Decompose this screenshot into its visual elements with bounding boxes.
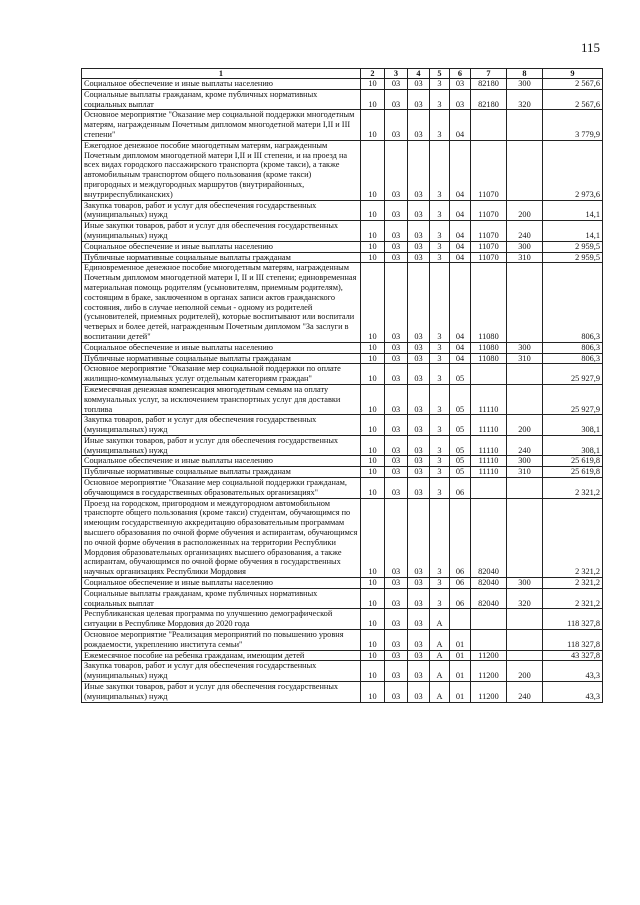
- code-subprogram-cell: 3: [430, 353, 450, 364]
- column-header: 9: [543, 69, 603, 79]
- code-direction-cell: [471, 630, 507, 651]
- row-name-cell: Единовременное денежное пособие многодетным матерям, награжденным Почетным дипломом многодетной матери I, II и III степени; единовременная материальная помощь родителям (усыновителям, приемным родителям), состоящим в браке, заключенном в органах записи актов гражданского состояния, либо в случае неполной семьи - одному из родителей (усыновителей, приемных родителей), которые воспитывают или воспитали четверых и более детей, награжденным Почетным дипломом "За заслуги в воспитании детей": [82, 263, 361, 342]
- row-name-cell: Закупка товаров, работ и услуг для обеспечения государственных (муниципальных) нужд: [82, 200, 361, 221]
- code-expense-type-cell: [507, 384, 543, 414]
- code-program-cell: 03: [408, 140, 430, 200]
- code-section-cell: 10: [361, 609, 385, 630]
- code-subprogram-cell: 3: [430, 200, 450, 221]
- amount-cell: 806,3: [543, 342, 603, 353]
- code-section-cell: 10: [361, 110, 385, 140]
- code-expense-type-cell: [507, 263, 543, 342]
- code-subsection-cell: 03: [385, 435, 408, 456]
- amount-cell: 118 327,8: [543, 630, 603, 651]
- code-program-cell: 03: [408, 241, 430, 252]
- table-row: [82, 435, 603, 456]
- table-row: [82, 467, 603, 478]
- code-section-cell: 10: [361, 588, 385, 609]
- amount-cell: 43,3: [543, 661, 603, 682]
- code-expense-type-cell: 310: [507, 467, 543, 478]
- code-event-cell: 04: [450, 140, 471, 200]
- table-row: [82, 140, 603, 200]
- code-subsection-cell: 03: [385, 456, 408, 467]
- code-subprogram-cell: 3: [430, 467, 450, 478]
- table-row: [82, 200, 603, 221]
- row-name-cell: Закупка товаров, работ и услуг для обеспечения государственных (муниципальных) нужд: [82, 415, 361, 436]
- code-direction-cell: 11080: [471, 353, 507, 364]
- code-section-cell: 10: [361, 630, 385, 651]
- code-subsection-cell: 03: [385, 200, 408, 221]
- code-program-cell: 03: [408, 415, 430, 436]
- code-expense-type-cell: [507, 630, 543, 651]
- code-event-cell: [450, 609, 471, 630]
- column-header: 8: [507, 69, 543, 79]
- code-subsection-cell: 03: [385, 79, 408, 90]
- row-name-cell: Социальное обеспечение и иные выплаты населению: [82, 342, 361, 353]
- table-body: [82, 79, 603, 703]
- code-event-cell: 04: [450, 200, 471, 221]
- code-section-cell: 10: [361, 200, 385, 221]
- code-subprogram-cell: 3: [430, 221, 450, 242]
- code-expense-type-cell: 200: [507, 200, 543, 221]
- code-subsection-cell: 03: [385, 89, 408, 110]
- code-subsection-cell: 03: [385, 578, 408, 589]
- amount-cell: 806,3: [543, 353, 603, 364]
- code-section-cell: 10: [361, 221, 385, 242]
- code-direction-cell: 11070: [471, 200, 507, 221]
- amount-cell: 2 973,6: [543, 140, 603, 200]
- code-expense-type-cell: [507, 609, 543, 630]
- row-name-cell: Проезд на городском, пригородном и междугородном автомобильном транспорте общего пользования (кроме такси) студентам, обучающимся по имеющим государственную аккредитацию образовательным программам высшего образования по очной форме обучения и аспирантам, обучающимся по очной форме обучения в расположенных на территории Республики Мордовия образовательных организациях высшего образования, а также аспирантам, обучающимся по очной форме обучения в государственных научных организациях Республики Мордовия: [82, 498, 361, 577]
- code-section-cell: 10: [361, 263, 385, 342]
- code-subprogram-cell: 3: [430, 252, 450, 263]
- code-section-cell: 10: [361, 435, 385, 456]
- code-event-cell: 01: [450, 630, 471, 651]
- row-name-cell: Иные закупки товаров, работ и услуг для обеспечения государственных (муниципальных) нужд: [82, 435, 361, 456]
- budget-table: [81, 68, 603, 703]
- code-expense-type-cell: 300: [507, 456, 543, 467]
- code-direction-cell: 82040: [471, 498, 507, 577]
- code-subsection-cell: 03: [385, 498, 408, 577]
- code-program-cell: 03: [408, 200, 430, 221]
- code-direction-cell: 11080: [471, 342, 507, 353]
- code-expense-type-cell: 320: [507, 588, 543, 609]
- table-row: [82, 384, 603, 414]
- code-expense-type-cell: [507, 498, 543, 577]
- code-program-cell: 03: [408, 384, 430, 414]
- code-subsection-cell: 03: [385, 661, 408, 682]
- amount-cell: 308,1: [543, 415, 603, 436]
- code-program-cell: 03: [408, 609, 430, 630]
- code-program-cell: 03: [408, 661, 430, 682]
- row-name-cell: Публичные нормативные социальные выплаты гражданам: [82, 467, 361, 478]
- code-program-cell: 03: [408, 364, 430, 385]
- code-subprogram-cell: 3: [430, 435, 450, 456]
- amount-cell: 43 327,8: [543, 650, 603, 661]
- table-row: [82, 110, 603, 140]
- row-name-cell: Ежемесячная денежная компенсация многодетным семьям на оплату коммунальных услуг, за исключением транспортных услуг для доставки топлива: [82, 384, 361, 414]
- code-event-cell: 06: [450, 478, 471, 499]
- row-name-cell: Публичные нормативные социальные выплаты гражданам: [82, 353, 361, 364]
- row-name-cell: Основное мероприятие "Реализация мероприятий по повышению уровня рождаемости, укреплению института семьи": [82, 630, 361, 651]
- code-event-cell: 04: [450, 263, 471, 342]
- amount-cell: 118 327,8: [543, 609, 603, 630]
- code-program-cell: 03: [408, 578, 430, 589]
- code-program-cell: 03: [408, 221, 430, 242]
- code-expense-type-cell: [507, 364, 543, 385]
- code-event-cell: 04: [450, 110, 471, 140]
- code-subprogram-cell: А: [430, 630, 450, 651]
- row-name-cell: Социальное обеспечение и иные выплаты населению: [82, 578, 361, 589]
- amount-cell: 2 959,5: [543, 241, 603, 252]
- code-event-cell: 03: [450, 79, 471, 90]
- code-section-cell: 10: [361, 364, 385, 385]
- code-direction-cell: 82040: [471, 588, 507, 609]
- code-event-cell: 01: [450, 650, 471, 661]
- amount-cell: 2 321,2: [543, 478, 603, 499]
- code-section-cell: 10: [361, 241, 385, 252]
- code-program-cell: 03: [408, 588, 430, 609]
- table-header-row: [82, 69, 603, 79]
- code-subsection-cell: 03: [385, 415, 408, 436]
- code-section-cell: 10: [361, 353, 385, 364]
- code-event-cell: 05: [450, 415, 471, 436]
- code-direction-cell: 82180: [471, 89, 507, 110]
- table-row: [82, 588, 603, 609]
- code-direction-cell: 11110: [471, 467, 507, 478]
- code-section-cell: 10: [361, 467, 385, 478]
- amount-cell: 2 321,2: [543, 588, 603, 609]
- code-subprogram-cell: 3: [430, 263, 450, 342]
- code-event-cell: 03: [450, 89, 471, 110]
- table-row: [82, 221, 603, 242]
- code-event-cell: 05: [450, 456, 471, 467]
- row-name-cell: Основное мероприятие "Оказание мер социальной поддержки гражданам, обучающимся в государственных образовательных организациях": [82, 478, 361, 499]
- code-subprogram-cell: 3: [430, 364, 450, 385]
- amount-cell: 2 567,6: [543, 79, 603, 90]
- code-event-cell: 05: [450, 467, 471, 478]
- column-header: 7: [471, 69, 507, 79]
- code-subsection-cell: 03: [385, 630, 408, 651]
- code-subprogram-cell: А: [430, 661, 450, 682]
- code-direction-cell: [471, 609, 507, 630]
- code-section-cell: 10: [361, 478, 385, 499]
- code-subsection-cell: 03: [385, 221, 408, 242]
- code-program-cell: 03: [408, 252, 430, 263]
- code-event-cell: 05: [450, 435, 471, 456]
- row-name-cell: Публичные нормативные социальные выплаты гражданам: [82, 252, 361, 263]
- code-program-cell: 03: [408, 263, 430, 342]
- table-row: [82, 342, 603, 353]
- table-row: [82, 650, 603, 661]
- column-header: 5: [430, 69, 450, 79]
- code-subsection-cell: 03: [385, 478, 408, 499]
- code-section-cell: 10: [361, 415, 385, 436]
- row-name-cell: Республиканская целевая программа по улучшению демографической ситуации в Республике Мордовия до 2020 года: [82, 609, 361, 630]
- code-subprogram-cell: А: [430, 650, 450, 661]
- code-section-cell: 10: [361, 578, 385, 589]
- code-direction-cell: 11200: [471, 650, 507, 661]
- table-row: [82, 630, 603, 651]
- code-subprogram-cell: 3: [430, 110, 450, 140]
- row-name-cell: Социальное обеспечение и иные выплаты населению: [82, 456, 361, 467]
- amount-cell: 25 619,8: [543, 456, 603, 467]
- code-direction-cell: 82180: [471, 79, 507, 90]
- code-subsection-cell: 03: [385, 252, 408, 263]
- code-direction-cell: 82040: [471, 578, 507, 589]
- code-event-cell: 05: [450, 384, 471, 414]
- column-header: 1: [82, 69, 361, 79]
- code-subsection-cell: 03: [385, 588, 408, 609]
- amount-cell: 308,1: [543, 435, 603, 456]
- table-row: [82, 263, 603, 342]
- amount-cell: 25 927,9: [543, 384, 603, 414]
- code-direction-cell: 11110: [471, 435, 507, 456]
- code-event-cell: 06: [450, 578, 471, 589]
- code-event-cell: 01: [450, 682, 471, 703]
- code-direction-cell: 11080: [471, 263, 507, 342]
- code-expense-type-cell: 300: [507, 342, 543, 353]
- code-subprogram-cell: 3: [430, 384, 450, 414]
- code-event-cell: 04: [450, 252, 471, 263]
- table-row: [82, 578, 603, 589]
- code-expense-type-cell: 240: [507, 682, 543, 703]
- code-expense-type-cell: 200: [507, 415, 543, 436]
- code-direction-cell: 11200: [471, 661, 507, 682]
- code-subsection-cell: 03: [385, 241, 408, 252]
- code-subsection-cell: 03: [385, 384, 408, 414]
- code-subprogram-cell: 3: [430, 342, 450, 353]
- row-name-cell: Социальное обеспечение и иные выплаты населению: [82, 241, 361, 252]
- code-expense-type-cell: [507, 140, 543, 200]
- code-subsection-cell: 03: [385, 364, 408, 385]
- code-expense-type-cell: 310: [507, 353, 543, 364]
- code-direction-cell: 11070: [471, 241, 507, 252]
- amount-cell: 2 321,2: [543, 578, 603, 589]
- code-event-cell: 04: [450, 342, 471, 353]
- code-subsection-cell: 03: [385, 140, 408, 200]
- code-direction-cell: 11070: [471, 252, 507, 263]
- code-program-cell: 03: [408, 110, 430, 140]
- code-section-cell: 10: [361, 342, 385, 353]
- code-subsection-cell: 03: [385, 609, 408, 630]
- table-row: [82, 609, 603, 630]
- amount-cell: 43,3: [543, 682, 603, 703]
- code-subprogram-cell: 3: [430, 588, 450, 609]
- table-row: [82, 364, 603, 385]
- code-subsection-cell: 03: [385, 467, 408, 478]
- code-subsection-cell: 03: [385, 650, 408, 661]
- code-program-cell: 03: [408, 478, 430, 499]
- code-section-cell: 10: [361, 498, 385, 577]
- code-program-cell: 03: [408, 435, 430, 456]
- row-name-cell: Иные закупки товаров, работ и услуг для обеспечения государственных (муниципальных) нужд: [82, 682, 361, 703]
- amount-cell: 25 927,9: [543, 364, 603, 385]
- code-program-cell: 03: [408, 682, 430, 703]
- code-direction-cell: 11110: [471, 456, 507, 467]
- code-subprogram-cell: 3: [430, 578, 450, 589]
- code-program-cell: 03: [408, 79, 430, 90]
- code-direction-cell: 11110: [471, 415, 507, 436]
- code-program-cell: 03: [408, 467, 430, 478]
- table-row: [82, 415, 603, 436]
- code-expense-type-cell: 300: [507, 79, 543, 90]
- code-subprogram-cell: 3: [430, 456, 450, 467]
- code-program-cell: 03: [408, 353, 430, 364]
- column-header: 6: [450, 69, 471, 79]
- row-name-cell: Ежегодное денежное пособие многодетным матерям, награжденным Почетным дипломом многодетной матери I,II и III степени, и на проезд на всех видах городского пассажирского транспорта (кроме такси), а также автомобильным транспортом общего пользования (кроме такси) пригородных и междугородных маршрутов (внутрирайонных, внутриреспубликанских): [82, 140, 361, 200]
- code-section-cell: 10: [361, 79, 385, 90]
- code-section-cell: 10: [361, 650, 385, 661]
- code-event-cell: 06: [450, 498, 471, 577]
- table-row: [82, 241, 603, 252]
- code-program-cell: 03: [408, 456, 430, 467]
- code-expense-type-cell: [507, 110, 543, 140]
- row-name-cell: Закупка товаров, работ и услуг для обеспечения государственных (муниципальных) нужд: [82, 661, 361, 682]
- table-row: [82, 89, 603, 110]
- code-subsection-cell: 03: [385, 353, 408, 364]
- code-subprogram-cell: 3: [430, 79, 450, 90]
- table-row: [82, 498, 603, 577]
- code-section-cell: 10: [361, 140, 385, 200]
- code-subsection-cell: 03: [385, 682, 408, 703]
- code-subsection-cell: 03: [385, 110, 408, 140]
- page-number: 115: [580, 40, 600, 55]
- code-direction-cell: [471, 110, 507, 140]
- table-row: [82, 682, 603, 703]
- code-subprogram-cell: 3: [430, 478, 450, 499]
- code-subprogram-cell: 3: [430, 89, 450, 110]
- column-header: 2: [361, 69, 385, 79]
- table-row: [82, 79, 603, 90]
- code-event-cell: 04: [450, 241, 471, 252]
- code-subsection-cell: 03: [385, 263, 408, 342]
- table-row: [82, 252, 603, 263]
- code-expense-type-cell: 240: [507, 221, 543, 242]
- code-section-cell: 10: [361, 89, 385, 110]
- code-event-cell: 06: [450, 588, 471, 609]
- row-name-cell: Ежемесячное пособие на ребенка гражданам, имеющим детей: [82, 650, 361, 661]
- code-expense-type-cell: 320: [507, 89, 543, 110]
- code-direction-cell: [471, 478, 507, 499]
- code-event-cell: 01: [450, 661, 471, 682]
- code-direction-cell: 11070: [471, 140, 507, 200]
- code-program-cell: 03: [408, 498, 430, 577]
- row-name-cell: Социальные выплаты гражданам, кроме публичных нормативных социальных выплат: [82, 89, 361, 110]
- amount-cell: 25 619,8: [543, 467, 603, 478]
- code-expense-type-cell: 300: [507, 578, 543, 589]
- table-row: [82, 478, 603, 499]
- code-expense-type-cell: [507, 478, 543, 499]
- code-section-cell: 10: [361, 252, 385, 263]
- row-name-cell: Социальное обеспечение и иные выплаты населению: [82, 79, 361, 90]
- code-direction-cell: 11070: [471, 221, 507, 242]
- row-name-cell: Социальные выплаты гражданам, кроме публичных нормативных социальных выплат: [82, 588, 361, 609]
- code-expense-type-cell: [507, 650, 543, 661]
- table-row: [82, 353, 603, 364]
- code-subprogram-cell: 3: [430, 140, 450, 200]
- amount-cell: 2 321,2: [543, 498, 603, 577]
- code-subprogram-cell: 3: [430, 415, 450, 436]
- code-subprogram-cell: 3: [430, 241, 450, 252]
- code-expense-type-cell: 200: [507, 661, 543, 682]
- code-expense-type-cell: 240: [507, 435, 543, 456]
- code-direction-cell: 11200: [471, 682, 507, 703]
- code-program-cell: 03: [408, 342, 430, 353]
- code-expense-type-cell: 300: [507, 241, 543, 252]
- code-subprogram-cell: А: [430, 682, 450, 703]
- amount-cell: 14,1: [543, 221, 603, 242]
- amount-cell: 2 567,6: [543, 89, 603, 110]
- amount-cell: 3 779,9: [543, 110, 603, 140]
- amount-cell: 2 959,5: [543, 252, 603, 263]
- code-direction-cell: [471, 364, 507, 385]
- code-event-cell: 04: [450, 353, 471, 364]
- code-event-cell: 04: [450, 221, 471, 242]
- row-name-cell: Основное мероприятие "Оказание мер социальной поддержки по оплате жилищно-коммунальных услуг отдельным категориям граждан": [82, 364, 361, 385]
- amount-cell: 14,1: [543, 200, 603, 221]
- column-header: 3: [385, 69, 408, 79]
- code-event-cell: 05: [450, 364, 471, 385]
- table-row: [82, 661, 603, 682]
- code-program-cell: 03: [408, 630, 430, 651]
- amount-cell: 806,3: [543, 263, 603, 342]
- code-subprogram-cell: А: [430, 609, 450, 630]
- code-program-cell: 03: [408, 650, 430, 661]
- table-row: [82, 456, 603, 467]
- code-section-cell: 10: [361, 384, 385, 414]
- column-header: 4: [408, 69, 430, 79]
- code-expense-type-cell: 310: [507, 252, 543, 263]
- row-name-cell: Иные закупки товаров, работ и услуг для обеспечения государственных (муниципальных) нужд: [82, 221, 361, 242]
- code-section-cell: 10: [361, 682, 385, 703]
- code-program-cell: 03: [408, 89, 430, 110]
- row-name-cell: Основное мероприятие "Оказание мер социальной поддержки многодетным матерям, награжденным Почетным дипломом многодетной матери I,II и III степени": [82, 110, 361, 140]
- code-section-cell: 10: [361, 661, 385, 682]
- code-subsection-cell: 03: [385, 342, 408, 353]
- code-section-cell: 10: [361, 456, 385, 467]
- code-direction-cell: 11110: [471, 384, 507, 414]
- code-subprogram-cell: 3: [430, 498, 450, 577]
